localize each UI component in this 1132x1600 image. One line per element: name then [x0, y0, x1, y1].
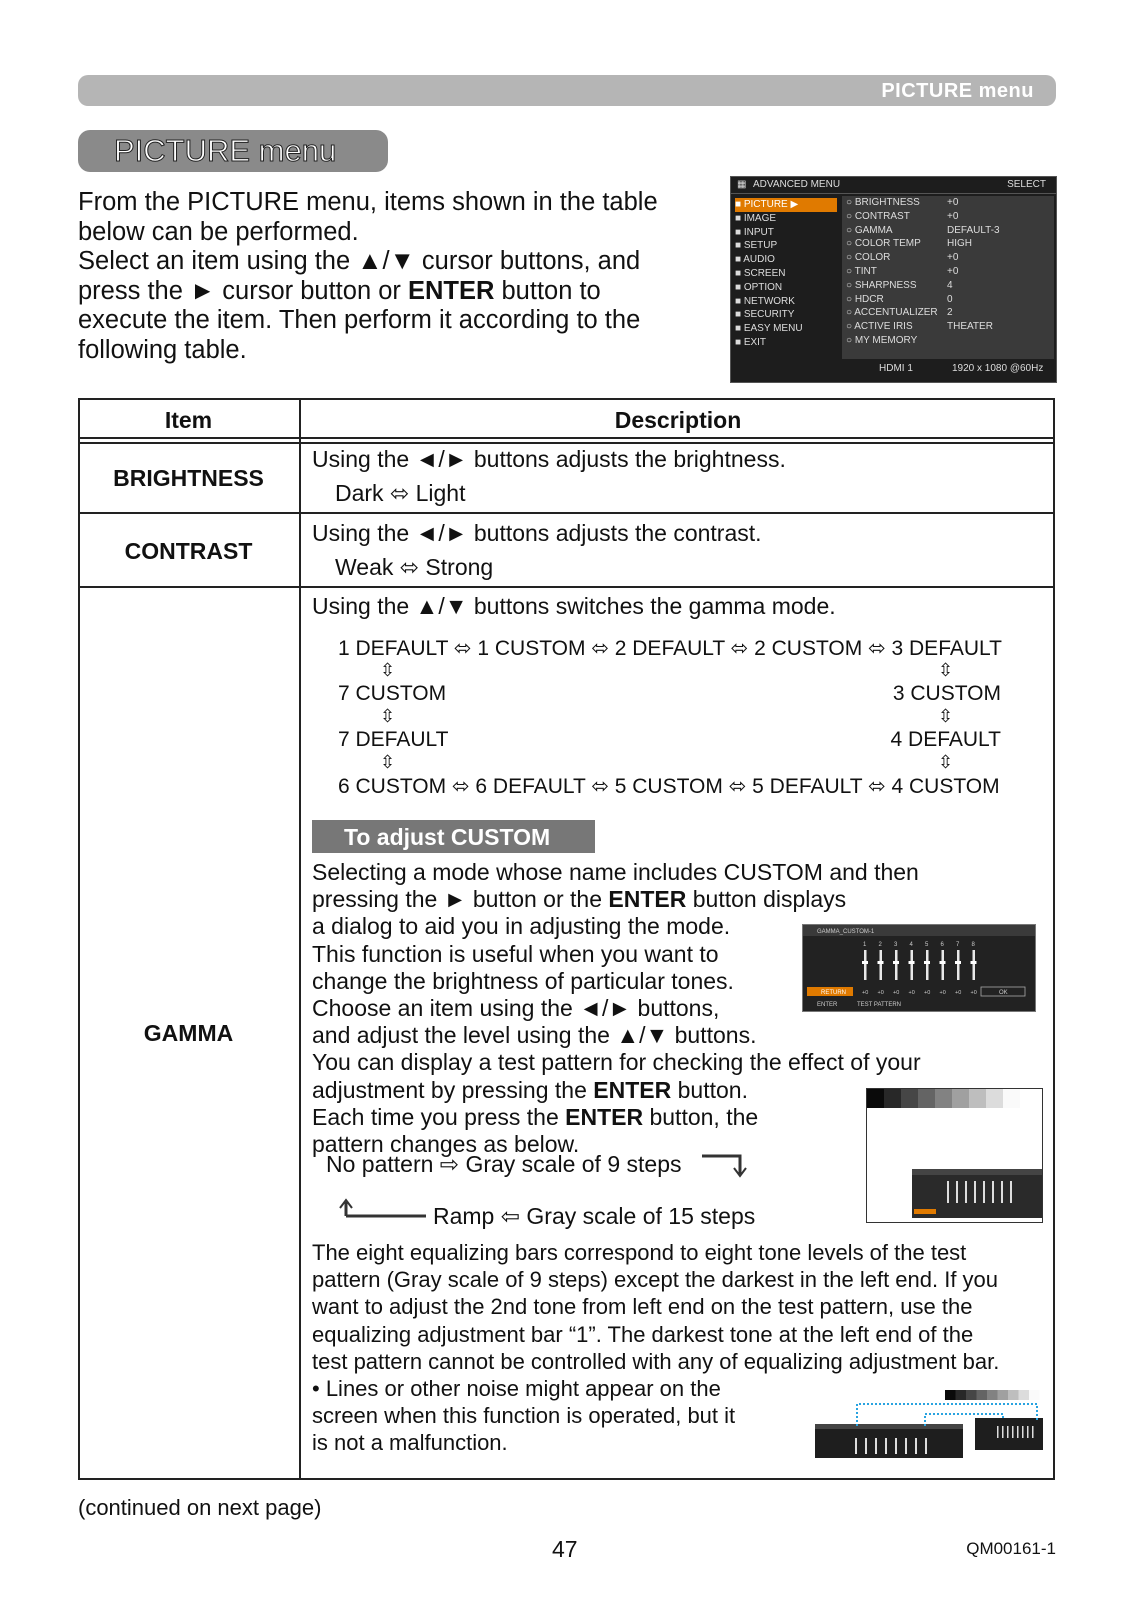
gray-step	[918, 1089, 935, 1108]
return-arrow-icon	[700, 1150, 748, 1180]
para-line: and adjust the level using the ▲/▼ buttons.	[312, 1022, 757, 1049]
page-title: PICTURE menu	[114, 133, 337, 168]
dialog-bar-handle	[971, 961, 977, 964]
dialog-bar	[911, 950, 914, 980]
noise-gray-step	[945, 1390, 956, 1400]
noise-gray-step	[998, 1390, 1009, 1400]
noise-eq-bar	[895, 1438, 897, 1454]
intro-line: execute the item. Then perform it according to the	[78, 306, 641, 334]
test-pattern-graphic	[867, 1089, 1042, 1222]
updown-arrow: ⇳	[938, 660, 954, 680]
updown-arrow: ⇳	[380, 706, 396, 726]
gamma-mode-right: 4 DEFAULT	[890, 728, 1001, 751]
dialog-bar-value: +0	[924, 990, 931, 996]
mini-eq-bar	[983, 1181, 985, 1203]
noise-gray-step	[1019, 1390, 1030, 1400]
dialog-bar	[957, 950, 960, 980]
return-arrow-left-icon	[338, 1196, 430, 1220]
para-line: • Lines or other noise might appear on the	[312, 1376, 721, 1402]
gray-step	[935, 1089, 952, 1108]
dialog-bar-handle	[893, 961, 899, 964]
gamma-mode-left: 7 DEFAULT	[338, 728, 449, 751]
para-line: Selecting a mode whose name includes CUSTOM and then	[312, 859, 919, 885]
dialog-bar-number: 2	[878, 942, 882, 948]
updown-arrow: ⇳	[938, 706, 954, 726]
gray-step	[969, 1089, 986, 1108]
menu-right-item: ○ HDCR 0	[846, 293, 953, 305]
noise-eq-bar	[885, 1438, 887, 1454]
dialog-bar-value: +0	[893, 990, 900, 996]
para-line: pressing the ► button or the ENTER button displays	[312, 886, 847, 913]
col-header-description: Description	[614, 407, 742, 433]
gray-step	[1003, 1089, 1020, 1108]
menu-right-item: ○ GAMMA DEFAULT-3	[846, 224, 1000, 236]
dialog-bar-value: +0	[939, 990, 946, 996]
dialog-enter: ENTER	[817, 1002, 838, 1008]
noise-eq-bar	[1032, 1426, 1034, 1438]
dialog-bar	[864, 950, 867, 980]
mini-eq-bar	[974, 1181, 976, 1203]
menu-left-item: ■ INPUT	[735, 226, 774, 238]
dialog-bar-number: 3	[894, 942, 898, 948]
gray-step	[952, 1089, 969, 1108]
section-header-bar	[78, 75, 1056, 106]
gamma-mode-left: 7 CUSTOM	[338, 682, 447, 705]
dialog-bar	[895, 950, 898, 980]
para-line: Each time you press the ENTER button, the	[312, 1103, 759, 1130]
contrast-desc: Using the ◄/► buttons adjusts the contrast.	[312, 520, 762, 546]
intro-line: Select an item using the ▲/▼ cursor buttons, and	[78, 247, 641, 275]
para-line: adjustment by pressing the ENTER button.	[312, 1076, 748, 1103]
para-line: equalizing adjustment bar “1”. The darkest tone at the left end of the	[312, 1321, 974, 1347]
menu-right-item: ○ COLOR TEMP HIGH	[846, 238, 972, 250]
mini-eq-bar	[947, 1181, 949, 1203]
dialog-bar-number: 4	[909, 942, 913, 948]
para-line: pattern changes as below.	[312, 1131, 580, 1158]
dialog-bar-value: +0	[877, 990, 884, 996]
intro-line: following table.	[78, 335, 247, 364]
menu-left-item: ■ PICTURE ▶	[735, 198, 837, 212]
table-column-divider	[299, 398, 301, 1480]
intro-text	[78, 188, 698, 365]
menu-right-item: ○ ACTIVE IRIS THEATER	[846, 321, 993, 333]
menu-source: HDMI 1	[879, 363, 913, 374]
mini-eq-bar	[992, 1181, 994, 1203]
dialog-bar-number: 5	[925, 942, 929, 948]
menu-resolution: 1920 x 1080 @60Hz	[952, 363, 1044, 374]
menu-left-item: ■ AUDIO	[735, 254, 775, 266]
menu-title: ADVANCED MENU	[753, 179, 841, 190]
dialog-bar-value: +0	[862, 990, 869, 996]
gamma-cycle-row: 1 DEFAULT ⬄ 1 CUSTOM ⬄ 2 DEFAULT ⬄ 2 CUSTOM ⬄ 3 DEFAULT	[338, 637, 1002, 660]
dialog-bar-handle	[909, 961, 915, 964]
intro-line: below can be performed.	[78, 217, 359, 246]
para-line: want to adjust the 2nd tone from left end on the test pattern, use the	[312, 1294, 973, 1320]
mini-eq-bar	[1001, 1181, 1003, 1203]
menu-right-item: ○ TINT +0	[846, 265, 959, 277]
menu-left-item: ■ SCREEN	[735, 267, 786, 279]
noise-gray-step	[1008, 1390, 1019, 1400]
noise-gray-step	[1029, 1390, 1040, 1400]
dialog-bar-value: +0	[970, 990, 977, 996]
dialog-bar-value: +0	[955, 990, 962, 996]
noise-eq-bar	[1012, 1426, 1014, 1438]
para-line: This function is useful when you want to	[312, 940, 719, 967]
mini-eq-bar	[1010, 1181, 1012, 1203]
gamma-mode-right: 3 CUSTOM	[892, 682, 1001, 705]
menu-right-list	[842, 196, 1054, 359]
continued-note: (continued on next page)	[78, 1495, 322, 1520]
dialog-bar	[973, 950, 976, 980]
custom-subheading-label: To adjust CUSTOM	[344, 824, 551, 850]
noise-eq-bar	[925, 1438, 927, 1454]
menu-left-item: ■ OPTION	[735, 281, 783, 293]
gamma-custom-dialog	[802, 924, 1036, 1012]
para-line: Choose an item using the ◄/► buttons,	[312, 995, 720, 1022]
noise-gray-step	[966, 1390, 977, 1400]
para-line: a dialog to aid you in adjusting the mode.	[312, 913, 731, 940]
table-header-divider	[78, 437, 1055, 439]
gamma-dialog-graphic	[803, 925, 1035, 1011]
brightness-desc: Using the ◄/► buttons adjusts the brightness.	[312, 446, 786, 472]
menu-left-item: ■ EASY MENU	[735, 323, 803, 335]
menu-grid-icon: ▦	[737, 179, 747, 190]
table-row-divider	[78, 586, 1055, 588]
pattern-flow-line2: Ramp ⇦ Gray scale of 15 steps	[433, 1203, 756, 1229]
col-header-item: Item	[164, 407, 213, 433]
item-gamma: GAMMA	[143, 1020, 234, 1046]
dialog-bar	[942, 950, 945, 980]
noise-eq-bar	[1027, 1426, 1029, 1438]
section-header-label: PICTURE menu	[881, 80, 1034, 102]
gray-step	[901, 1089, 918, 1108]
dialog-test-pattern: TEST PATTERN	[857, 1002, 902, 1008]
noise-eq-bar	[865, 1438, 867, 1454]
brightness-range: Dark ⬄ Light	[335, 480, 466, 506]
item-contrast: CONTRAST	[124, 538, 253, 564]
updown-arrow: ⇳	[380, 660, 396, 680]
updown-arrow: ⇳	[380, 752, 396, 772]
menu-left-list	[735, 198, 837, 350]
page-title-pill	[78, 130, 388, 172]
noise-gray-step	[977, 1390, 988, 1400]
document-code: QM00161-1	[966, 1539, 1056, 1558]
dialog-return: RETURN	[821, 990, 846, 996]
dialog-bar	[926, 950, 929, 980]
para-line: is not a malfunction.	[312, 1430, 508, 1456]
para-line: The eight equalizing bars correspond to eight tone levels of the test	[312, 1240, 967, 1265]
intro-line: From the PICTURE menu, items shown in the table	[78, 188, 658, 216]
noise-graphic	[815, 1390, 1043, 1460]
gamma-cycle-row: 6 CUSTOM ⬄ 6 DEFAULT ⬄ 5 CUSTOM ⬄ 5 DEFAULT ⬄ 4 CUSTOM	[338, 775, 1000, 798]
gamma-desc: Using the ▲/▼ buttons switches the gamma mode.	[312, 593, 836, 619]
menu-left-item: ■ NETWORK	[735, 295, 795, 307]
gray-step	[867, 1089, 884, 1108]
menu-left-item: ■ IMAGE	[735, 212, 777, 224]
item-brightness: BRIGHTNESS	[113, 465, 264, 491]
mini-eq-bar	[965, 1181, 967, 1203]
noise-eq-bar	[1022, 1426, 1024, 1438]
dialog-bar-handle	[924, 961, 930, 964]
pattern-flow-line1: No pattern ⇨ Gray scale of 9 steps	[326, 1151, 682, 1177]
dialog-bar-handle	[862, 961, 868, 964]
table-row-divider	[78, 512, 1055, 514]
menu-right-item: ○ MY MEMORY	[846, 334, 918, 346]
menu-right-item: ○ ACCENTUALIZER 2	[846, 307, 953, 319]
dialog-bar-number: 8	[971, 942, 975, 948]
para-line: You can display a test pattern for checking the effect of your	[312, 1049, 921, 1076]
noise-eq-bar	[875, 1438, 877, 1454]
dialog-bar-handle	[940, 961, 946, 964]
test-pattern-thumbnail	[866, 1088, 1043, 1223]
contrast-range: Weak ⬄ Strong	[335, 554, 494, 580]
noise-illustration	[815, 1390, 1043, 1460]
menu-left-item: ■ SETUP	[735, 240, 778, 252]
menu-right-item: ○ SHARPNESS 4	[846, 279, 953, 291]
noise-eq-bar	[855, 1438, 857, 1454]
para-line: test pattern cannot be controlled with any of equalizing adjustment bar.	[312, 1348, 1000, 1374]
menu-right-item: ○ BRIGHTNESS +0	[846, 197, 959, 208]
dialog-bar-number: 7	[956, 942, 960, 948]
dialog-bar-handle	[878, 961, 884, 964]
noise-eq-bar	[1017, 1426, 1019, 1438]
menu-left-item: ■ SECURITY	[735, 309, 795, 321]
menu-select-label: SELECT	[1007, 179, 1046, 190]
noise-gray-step	[987, 1390, 998, 1400]
advanced-menu-screenshot	[730, 176, 1057, 383]
dialog-title: GAMMA_CUSTOM-1	[817, 929, 875, 935]
dialog-bar	[880, 950, 883, 980]
para-line: pattern (Gray scale of 9 steps) except the darkest in the left end. If you	[312, 1267, 999, 1293]
menu-right-item: ○ COLOR +0	[846, 252, 959, 264]
dialog-bar-number: 6	[940, 942, 944, 948]
noise-gray-step	[956, 1390, 967, 1400]
updown-arrow: ⇳	[938, 752, 954, 772]
gray-step	[986, 1089, 1003, 1108]
page-number: 47	[552, 1536, 578, 1562]
menu-left-item: ■ EXIT	[735, 336, 767, 348]
noise-eq-bar	[905, 1438, 907, 1454]
dialog-bar-handle	[955, 961, 961, 964]
table-header-divider	[78, 442, 1055, 444]
mini-eq-bar	[956, 1181, 958, 1203]
intro-line: press the ► cursor button or ENTER button to	[78, 276, 601, 305]
menu-top-bar	[731, 177, 1056, 194]
dialog-ok: OK	[999, 990, 1008, 996]
dialog-bar-number: 1	[863, 942, 867, 948]
gray-step	[884, 1089, 901, 1108]
noise-eq-bar	[997, 1426, 999, 1438]
noise-eq-bar	[1007, 1426, 1009, 1438]
noise-eq-bar	[915, 1438, 917, 1454]
noise-eq-bar	[1002, 1426, 1004, 1438]
para-line: change the brightness of particular tones.	[312, 967, 734, 994]
para-line: screen when this function is operated, but it	[312, 1403, 736, 1429]
custom-subheading	[312, 820, 595, 853]
dialog-bar-value: +0	[908, 990, 915, 996]
menu-right-item: ○ CONTRAST +0	[846, 210, 959, 222]
